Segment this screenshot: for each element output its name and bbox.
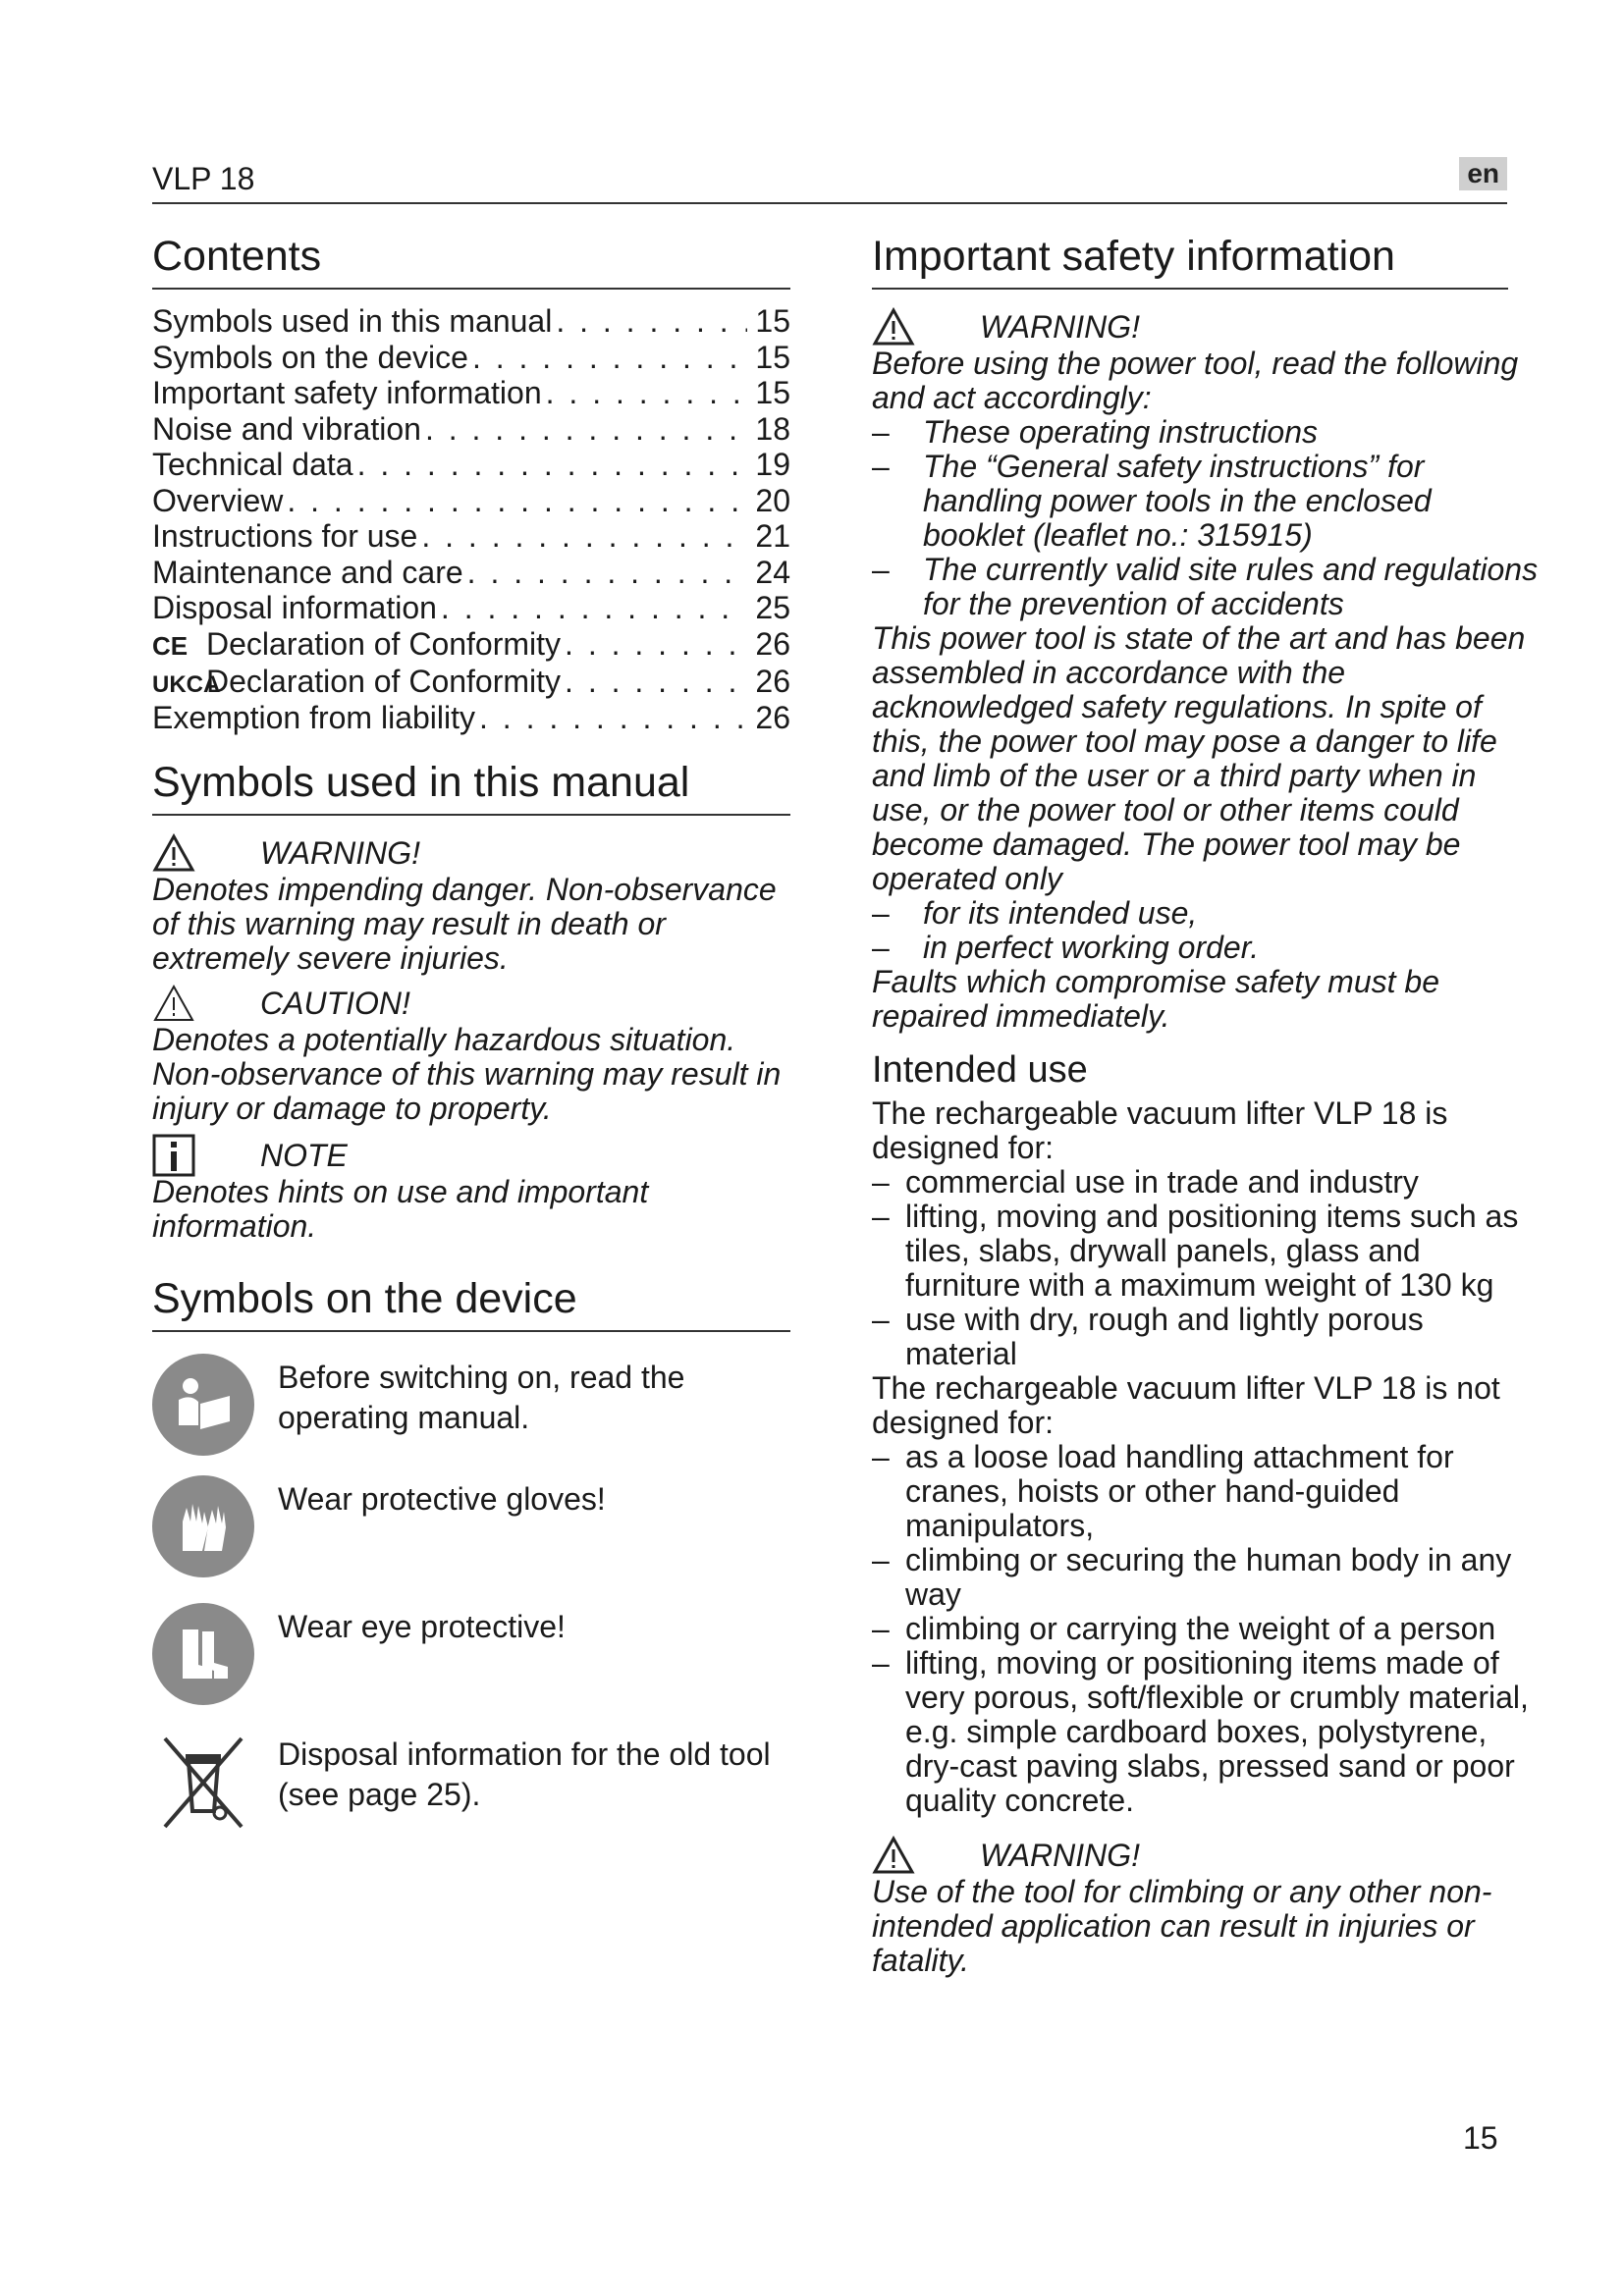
toc-label: Overview: [152, 482, 284, 518]
caution-text: Denotes a potentially hazardous situation. Non-observance of this warning may result in injury or damage to property.: [152, 1022, 782, 1126]
warning-triangle-icon: [872, 307, 980, 347]
symbol-text: Before switching on, read the operating manual.: [278, 1360, 685, 1435]
crossed-bin-icon: [152, 1731, 254, 1833]
symbol-row: [152, 1731, 790, 1833]
toc-label: Symbols on the device: [152, 339, 468, 375]
symbol-text: Wear eye protective!: [278, 1609, 566, 1644]
toc-item[interactable]: [152, 555, 790, 591]
symbol-row: [152, 1475, 790, 1577]
ce-mark-icon: CE: [152, 630, 189, 661]
toc-item[interactable]: [152, 590, 790, 626]
toc-page: 24: [755, 554, 790, 590]
intended-warning: [872, 1836, 1540, 1978]
toc-page: 25: [755, 590, 790, 625]
warning-word: WARNING!: [980, 308, 1140, 345]
warning-word: WARNING!: [260, 834, 420, 871]
list-item: – for its intended use,: [872, 896, 1540, 931]
boots-icon: [152, 1603, 254, 1705]
warning-triangle-icon: [152, 833, 260, 873]
designed-for-list: [872, 1165, 1540, 1371]
toc-page: 21: [755, 518, 790, 554]
toc-label: Instructions for use: [152, 518, 418, 554]
read-manual-icon: [152, 1354, 254, 1456]
list-item: – These operating instructions: [872, 415, 1540, 450]
symbol-row: [152, 1354, 790, 1456]
safety-heading: Important safety information: [872, 231, 1508, 290]
toc-item[interactable]: [152, 700, 790, 736]
page-number: 15: [1463, 2120, 1498, 2156]
toc-label: Declaration of Conformity: [206, 625, 562, 662]
list-item: – in perfect working order.: [872, 931, 1540, 965]
safety-list: [872, 415, 1540, 621]
toc-item[interactable]: [152, 447, 790, 483]
toc-label: Declaration of Conformity: [206, 664, 562, 699]
toc-label: Technical data: [152, 447, 353, 482]
toc-item[interactable]: [152, 664, 790, 700]
table-of-contents: [152, 303, 790, 735]
ukca-mark-icon: UKCA: [152, 671, 221, 698]
list-item: – lifting, moving or positioning items made of very porous, soft/flexible or crumbly material, e.g. simple cardboard boxes, polystyrene, dry-cast paving slabs, pressed sand or poor quality concrete.: [872, 1646, 1540, 1818]
safety-intro: Before using the power tool, read the following and act accordingly:: [872, 346, 1519, 415]
safety-paragraph: This power tool is state of the art and has been assembled in accordance with the acknowledged safety regulations. In spite of this, the power tool may pose a danger to life and limb of the user or a third party when in use, or the power tool or other items could become damaged. The power tool may be operated only: [872, 620, 1526, 896]
caution-triangle-icon: [152, 984, 260, 1023]
designed-for-text: The rechargeable vacuum lifter VLP 18 is designed for:: [872, 1095, 1448, 1165]
toc-page: 15: [755, 339, 790, 375]
toc-item[interactable]: [152, 518, 790, 555]
symbol-text: Disposal information for the old tool (see page 25).: [278, 1736, 771, 1812]
list-item: – The “General safety instructions” for handling power tools in the enclosed booklet (leaflet no.: 315915): [872, 450, 1540, 553]
contents-heading: Contents: [152, 231, 790, 290]
safety-list-2: [872, 896, 1540, 965]
toc-page: 18: [755, 410, 790, 447]
toc-label: Exemption from liability: [152, 699, 475, 735]
page-header: [152, 157, 1507, 204]
toc-page: 19: [755, 447, 790, 482]
list-item: – The currently valid site rules and regulations for the prevention of accidents: [872, 553, 1540, 621]
list-item: – use with dry, rough and lightly porous material: [872, 1303, 1540, 1371]
toc-page: 26: [755, 625, 790, 662]
safety-warning: [872, 307, 1540, 1034]
toc-item[interactable]: [152, 626, 790, 665]
right-column: [872, 231, 1540, 1978]
symbol-row: [152, 1603, 790, 1705]
warning-block: [152, 833, 790, 976]
toc-page: 15: [755, 375, 790, 410]
warning-text: Use of the tool for climbing or any other non-intended application can result in injuries or fatality.: [872, 1874, 1492, 1978]
symbols-manual-heading: Symbols used in this manual: [152, 757, 790, 816]
toc-label: Noise and vibration: [152, 410, 421, 447]
caution-block: [152, 984, 790, 1126]
language-badge: en: [1459, 157, 1507, 190]
not-designed-text: The rechargeable vacuum lifter VLP 18 is not designed for:: [872, 1370, 1500, 1440]
toc-item[interactable]: [152, 483, 790, 519]
list-item: – lifting, moving and positioning items such as tiles, slabs, drywall panels, glass and furniture with a maximum weight of 130 kg: [872, 1200, 1540, 1303]
list-item: – climbing or securing the human body in any way: [872, 1543, 1540, 1612]
toc-item[interactable]: [152, 340, 790, 376]
note-block: [152, 1136, 790, 1244]
toc-label: Important safety information: [152, 375, 542, 410]
note-text: Denotes hints on use and important information.: [152, 1174, 649, 1244]
warning-text: Denotes impending danger. Non-observance of this warning may result in death or extremely severe injuries.: [152, 872, 777, 976]
list-item: – climbing or carrying the weight of a person: [872, 1612, 1540, 1646]
toc-label: Disposal information: [152, 590, 437, 625]
toc-page: 15: [755, 303, 790, 339]
warning-word: WARNING!: [980, 1837, 1140, 1873]
warning-triangle-icon: [872, 1836, 980, 1875]
toc-page: 20: [755, 482, 790, 518]
list-item: – commercial use in trade and industry: [872, 1165, 1540, 1200]
toc-page: 26: [755, 699, 790, 735]
not-designed-list: [872, 1440, 1540, 1818]
caution-word: CAUTION!: [260, 985, 410, 1021]
toc-item[interactable]: [152, 411, 790, 448]
symbols-device-heading: Symbols on the device: [152, 1273, 790, 1332]
info-icon: [152, 1134, 260, 1177]
note-word: NOTE: [260, 1137, 348, 1173]
gloves-icon: [152, 1475, 254, 1577]
model-name: VLP 18: [152, 161, 255, 196]
safety-faults: Faults which compromise safety must be repaired immediately.: [872, 964, 1439, 1034]
toc-item[interactable]: [152, 375, 790, 411]
symbol-text: Wear protective gloves!: [278, 1481, 606, 1517]
toc-item[interactable]: [152, 303, 790, 340]
left-column: [152, 231, 790, 1833]
toc-page: 26: [755, 664, 790, 699]
toc-label: Symbols used in this manual: [152, 303, 553, 339]
intended-use-heading: Intended use: [872, 1049, 1088, 1091]
toc-label: Maintenance and care: [152, 554, 463, 590]
list-item: – as a loose load handling attachment for cranes, hoists or other hand-guided manipulators,: [872, 1440, 1540, 1543]
